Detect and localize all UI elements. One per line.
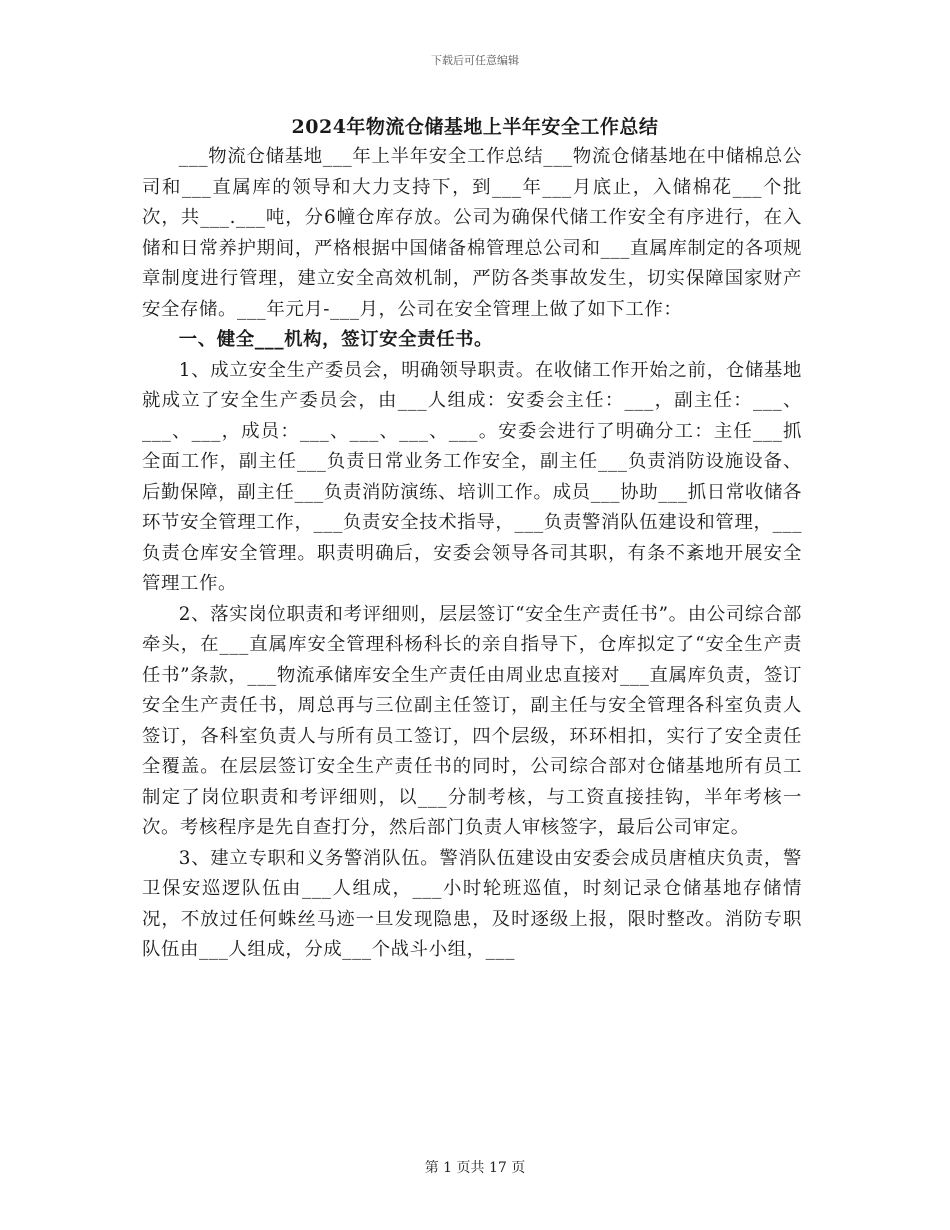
paragraph-intro: ___物流仓储基地___年上半年安全工作总结___物流仓储基地在中储棉总公司和___直属库的领导和大力支持下，到___年___月底止，入储棉花___个批次，共___.___吨，分6幢仓库存放。公司为确保代储工作安全有序进行，在入储和日常养护期间，严格根据中国储备棉管理总公司和___直属库制定的各项规章制度进行管理，建立安全高效机制，严防各类事故发生，切实保障国家财产安全存储。___年元月-___月，公司在安全管理上做了如下工作： bbox=[142, 146, 802, 320]
document-title: 2024年物流仓储基地上半年安全工作总结 bbox=[291, 116, 659, 138]
paragraph-item-2: 2、落实岗位职责和考评细则，层层签订“安全生产责任书”。由公司综合部牵头，在___直属库安全管理科杨科长的亲自指导下，仓库拟定了“安全生产责任书”条款，___物流承储库安全生产责任由周业忠直接对___直属库负责，签订安全生产责任书，周总再与三位副主任签订，副主任与安全管理各科室负责人签订，各科室负责人与所有员工签订，四个层级，环环相扣，实行了安全责任全覆盖。在层层签订安全生产责任书的同时，公司综合部对仓储基地所有员工制定了岗位职责和考评细则，以___分制考核，与工资直接挂钩，半年考核一次。考核程序是先自查打分，然后部门负责人审核签字，最后公司审定。 bbox=[142, 603, 802, 838]
header-note: 下载后可任意编辑 bbox=[431, 54, 519, 67]
paragraph-item-1: 1、成立安全生产委员会，明确领导职责。在收储工作开始之前，仓储基地就成立了安全生产委员会，由___人组成：安委会主任：___，副主任：___、___、___，成员：___、___、___、___。安委会进行了明确分工：主任___抓全面工作，副主任___负责日常业务工作安全，副主任___负责消防设施设备、后勤保障，副主任___负责消防演练、培训工作。成员___协助___抓日常收储各环节安全管理工作，___负责安全技术指导，___负责警消队伍建设和管理，___负责仓库安全管理。职责明确后，安委会领导各司其职，有条不紊地开展安全管理工作。 bbox=[142, 359, 802, 594]
document-body bbox=[142, 142, 802, 966]
section-heading-1: 一、健全___机构，签订安全责任书。 bbox=[178, 329, 494, 350]
page-number-footer: 第 1 页共 17 页 bbox=[424, 1160, 526, 1176]
paragraph-item-3: 3、建立专职和义务警消队伍。警消队伍建设由安委会成员唐植庆负责，警卫保安巡逻队伍由___人组成，___小时轮班巡值，时刻记录仓储基地存储情况，不放过任何蛛丝马迹一旦发现隐患，及时逐级上报，限时整改。消防专职队伍由___人组成，分成___个战斗小组，___ bbox=[142, 847, 802, 960]
